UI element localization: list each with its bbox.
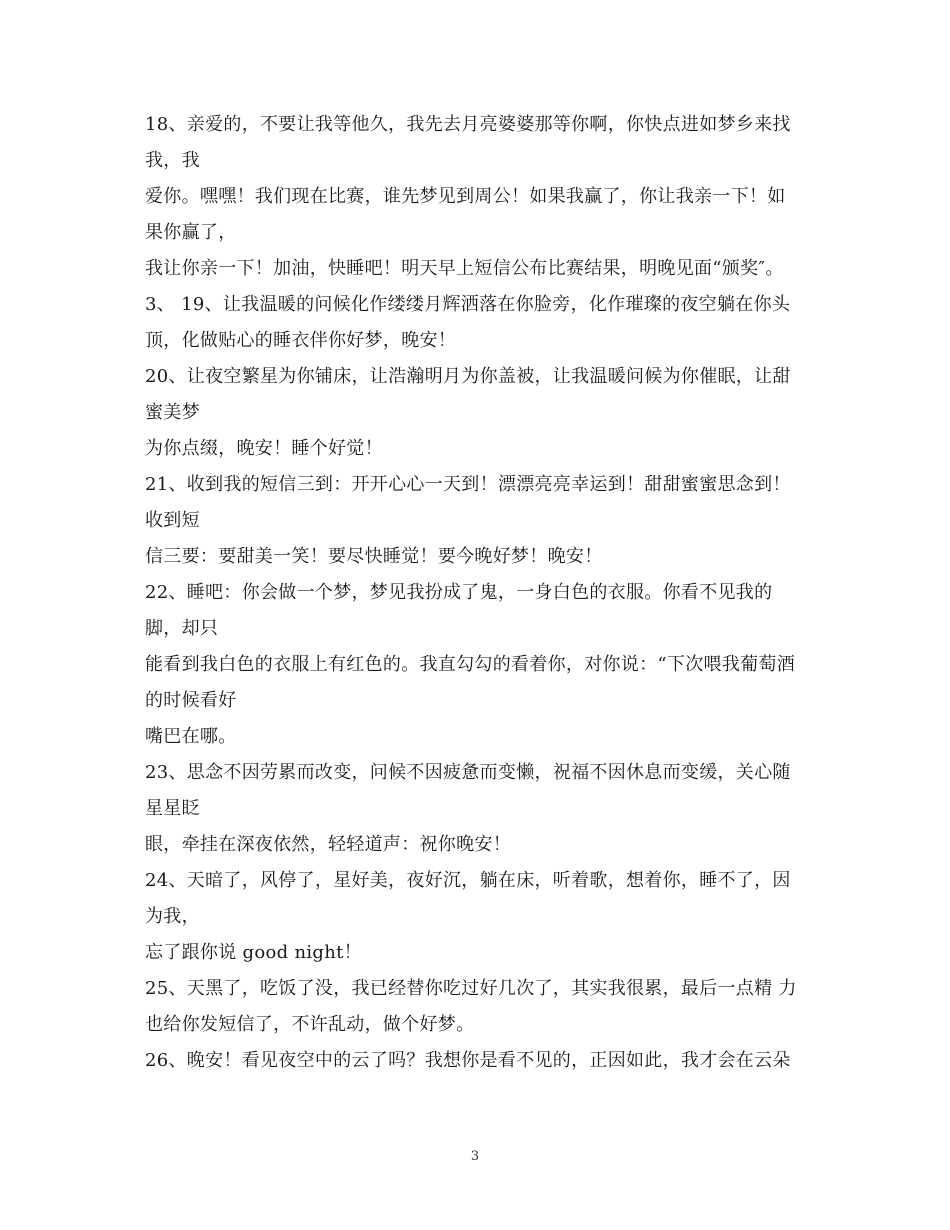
text-line: 3、 19、让我温暖的问候化作缕缕月辉洒落在你脸旁，化作璀璨的夜空躺在你头 [145, 294, 791, 315]
text-line: 为你点缀，晚安！睡个好觉！ [145, 438, 383, 459]
text-line: 嘴巴在哪。 [145, 726, 237, 747]
text-line: 21、收到我的短信三到：开开心心一天到！漂漂亮亮幸运到！甜甜蜜蜜思念到！ [145, 474, 791, 495]
text-line: 果你赢了， [145, 222, 237, 243]
text-line: 爱你。嘿嘿！我们现在比赛，谁先梦见到周公！如果我赢了，你让我亲一下！如 [145, 186, 786, 207]
text-line: 25、天黑了，吃饭了没，我已经替你吃过好几次了，其实我很累，最后一点精 力 [145, 978, 797, 999]
text-line: 顶，化做贴心的睡衣伴你好梦，晚安！ [145, 330, 457, 351]
text-line: 脚，却只 [145, 618, 219, 639]
text-line: 18、亲爱的，不要让我等他久，我先去月亮婆婆那等你啊，你快点进如梦乡来找 [145, 114, 791, 135]
text-line: 信三要：要甜美一笑！要尽快睡觉！要今晚好梦！晚安！ [145, 546, 603, 567]
page-number: 3 [470, 1149, 480, 1164]
text-line: 23、思念不因劳累而改变，问候不因疲惫而变懒，祝福不因休息而变缓，关心随 [145, 762, 791, 783]
text-line: 能看到我白色的衣服上有红色的。我直勾勾的看着你，对你说：“下次喂我葡萄酒 [145, 654, 795, 675]
text-line: 26、晚安！看见夜空中的云了吗？我想你是看不见的，正因如此，我才会在云朵 [145, 1050, 791, 1071]
text-line: 22、睡吧：你会做一个梦，梦见我扮成了鬼，一身白色的衣服。你看不见我的 [145, 582, 773, 603]
text-line: 20、让夜空繁星为你铺床，让浩瀚明月为你盖被，让我温暖问候为你催眠，让甜 [145, 366, 791, 387]
text-line: 24、天暗了，风停了，星好美，夜好沉，躺在床，听着歌，想着你，睡不了，因 [145, 870, 791, 891]
document-body [145, 116, 815, 1088]
text-line: 蜜美梦 [145, 402, 200, 423]
text-line: 的时候看好 [145, 690, 237, 711]
text-line: 眼，牵挂在深夜依然，轻轻道声：祝你晚安！ [145, 834, 511, 855]
text-line: 忘了跟你说 good night！ [145, 942, 362, 963]
text-line: 为我， [145, 906, 200, 927]
text-line: 我，我 [145, 150, 200, 171]
text-line: 星星眨 [145, 798, 200, 819]
text-line: 也给你发短信了，不许乱动，做个好梦。 [145, 1014, 475, 1035]
text-line: 我让你亲一下！加油，快睡吧！明天早上短信公布比赛结果，明晚见面“颁奖″。 [145, 258, 784, 279]
text-line: 收到短 [145, 510, 200, 531]
